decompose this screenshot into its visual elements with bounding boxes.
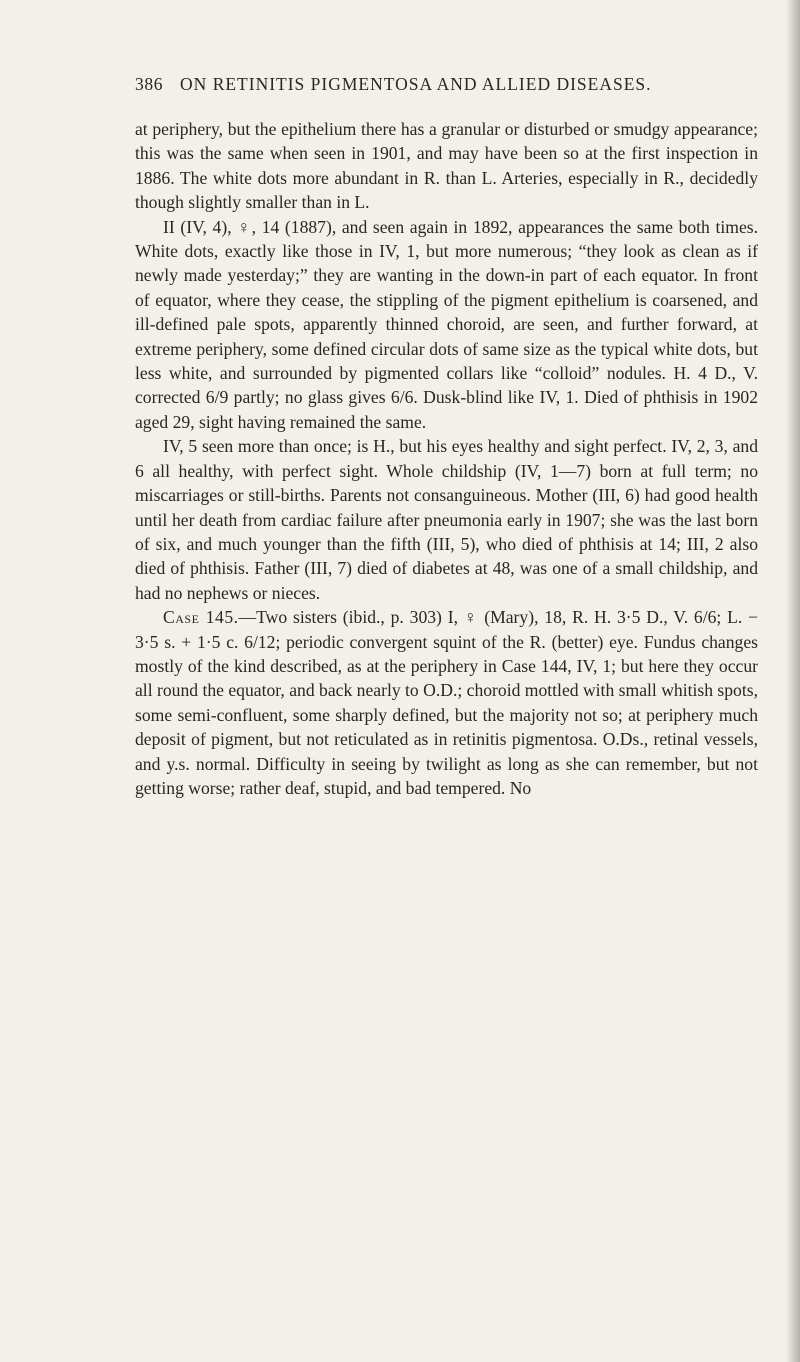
paragraph-case-145 bbox=[135, 605, 758, 800]
paragraph-continuation: at periphery, but the epithelium there has a granular or disturbed or smudgy appearance; this was the same when seen in 1901, and may have been so at the first inspection in 1886. The white dots more abundant in R. than L. Arteries, especially in R., decidedly though slightly smaller than in L. bbox=[135, 119, 758, 213]
page-number: 386 bbox=[135, 74, 164, 94]
paragraph-case-ii: II (IV, 4), ♀, 14 (1887), and seen again in 1892, appearances the same both times. White dots, exactly like those in IV, 1, but more numerous; “they look as clean as if newly made yesterday;” they are wanting in the down-in part of each equator. In front of equator, where they cease, the stippling of the pigment epithelium is coarsened, and ill-defined pale spots, apparently thinned choroid, are seen, and further forward, at extreme periphery, some defined circular dots of same size as the typical white dots, but less white, and surrounded by pigmented collars like “colloid” nodules. H. 4 D., V. corrected 6/9 partly; no glass gives 6/6. Dusk-blind like IV, 1. Died of phthisis in 1902 aged 29, sight having remained the same. bbox=[135, 216, 758, 432]
running-title: ON RETINITIS PIGMENTOSA AND ALLIED DISEASES. bbox=[180, 74, 652, 94]
body-text bbox=[135, 117, 758, 800]
page-edge-shadow bbox=[786, 0, 800, 1362]
case-label: Case 145. bbox=[163, 607, 239, 628]
case-145-text: —Two sisters (ibid., p. 303) I, ♀ (Mary), 18, R. H. 3·5 D., V. 6/6; L. − 3·5 s. + 1·5 c. 6/12; periodic convergent squint of the R. (better) eye. Fundus changes mostly of the kind described, as at the periphery in Case 144, IV, 1; but here they occur all round the equator, and back nearly to O.D.; choroid mottled with small whitish spots, some semi-confluent, some sharply defined, but the majority not so; at periphery much deposit of pigment, but not reticulated as in retinitis pigmentosa. O.Ds., retinal vessels, and y.s. normal. Difficulty in seeing by twilight as long as she can remember, but not getting worse; rather deaf, stupid, and bad tempered. No bbox=[135, 607, 759, 798]
running-head bbox=[135, 74, 745, 95]
paragraph-family: IV, 5 seen more than once; is H., but his eyes healthy and sight perfect. IV, 2, 3, and 6 all healthy, with perfect sight. Whole childship (IV, 1—7) born at full term; no miscarriages or still-births. Parents not consanguineous. Mother (III, 6) had good health until her death from cardiac failure after pneumonia early in 1907; she was the last born of six, and much younger than the fifth (III, 5), who died of phthisis at 14; III, 2 also died of phthisis. Father (III, 7) died of diabetes at 48, was one of a small childship, and had no nephews or nieces. bbox=[135, 436, 758, 603]
